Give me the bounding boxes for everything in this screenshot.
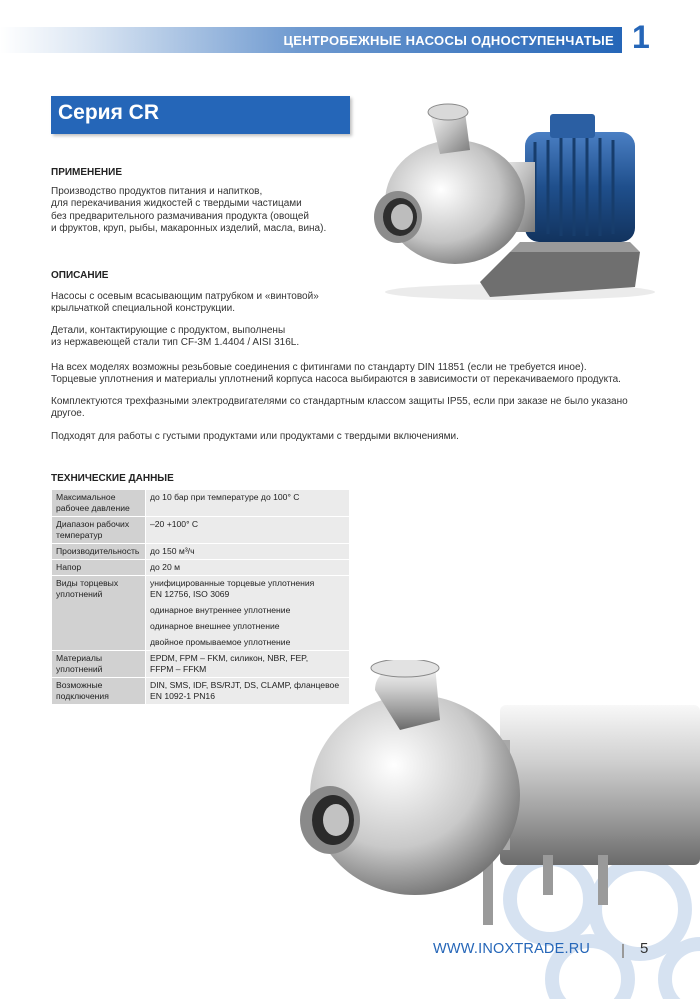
spec-value-line: одинарное внешнее уплотнение (150, 621, 280, 631)
table-row (52, 490, 350, 517)
spec-key: Возможные подключения (52, 678, 146, 705)
spec-key: Напор (52, 560, 146, 576)
pump-with-motor-image (360, 92, 660, 302)
description-p1: Насосы с осевым всасывающим патрубком и «винтовой» крыльчаткой специальной конструкции. (51, 291, 319, 315)
spec-key: Диапазон рабочих температур (52, 517, 146, 544)
application-heading: ПРИМЕНЕНИЕ (51, 167, 123, 178)
spec-key: Материалы уплотнений (52, 651, 146, 678)
series-title-box (51, 96, 350, 134)
stainless-pump-image (295, 660, 700, 940)
application-text: Производство продуктов питания и напитков, для перекачивания жидкостей с твердыми частицами без предварительного размачивания продукта (овощей и фруктов, круп, рыбы, макаронных изделий, масла, вина). (51, 186, 327, 234)
chapter-number: 1 (632, 19, 650, 55)
spec-key: Максимальное рабочее давление (52, 490, 146, 517)
table-row (52, 544, 350, 560)
description-p2: Детали, контактирующие с продуктом, выполнены из нержавеющей стали тип CF-3M 1.4404 / AISI 316L. (51, 325, 300, 349)
spec-value-line: унифицированные торцевые уплотнения EN 12756, ISO 3069 (150, 578, 315, 599)
spec-value-line: двойное промываемое уплотнение (150, 637, 291, 647)
description-p3: На всех моделях возможны резьбовые соединения с фитингами по стандарту DIN 11851 (если не требуется иное). Торцевые уплотнения и материалы уплотнений корпуса насоса выбираются в зависимости от перекачиваемого продукта. (51, 362, 621, 386)
website-link[interactable]: WWW.INOXTRADE.RU (433, 941, 591, 957)
spec-key: Виды торцевых уплотнений (52, 576, 146, 651)
spec-value (146, 576, 350, 651)
spec-value: –20 +100° С (146, 517, 350, 544)
spec-value-line: одинарное внутреннее уплотнение (150, 605, 291, 615)
spec-value: DIN, SMS, IDF, BS/RJT, DS, CLAMP, фланцевое EN 1092-1 PN16 (146, 678, 350, 705)
table-row (52, 560, 350, 576)
page-number: 5 (640, 940, 649, 957)
spec-value: EPDM, FPM – FKM, силикон, NBR, FEP, FFPM – FFKM (146, 651, 350, 678)
spec-key: Производительность (52, 544, 146, 560)
table-row (52, 517, 350, 544)
table-row (52, 576, 350, 651)
description-p5: Подходят для работы с густыми продуктами или продуктами с твердыми включениями. (51, 431, 459, 442)
spec-value: до 20 м (146, 560, 350, 576)
spec-value: до 150 м³/ч (146, 544, 350, 560)
series-title: Серия CR (58, 101, 160, 124)
specs-heading: ТЕХНИЧЕСКИЕ ДАННЫЕ (51, 473, 174, 484)
header-title: ЦЕНТРОБЕЖНЫЕ НАСОСЫ ОДНОСТУПЕНЧАТЫЕ (283, 33, 614, 48)
spec-value: до 10 бар при температуре до 100° С (146, 490, 350, 517)
description-p4: Комплектуются трехфазными электродвигателями со стандартным классом защиты IP55, если при заказе не было указано другое. (51, 396, 628, 420)
description-heading: ОПИСАНИЕ (51, 270, 109, 281)
footer-separator (622, 944, 624, 958)
